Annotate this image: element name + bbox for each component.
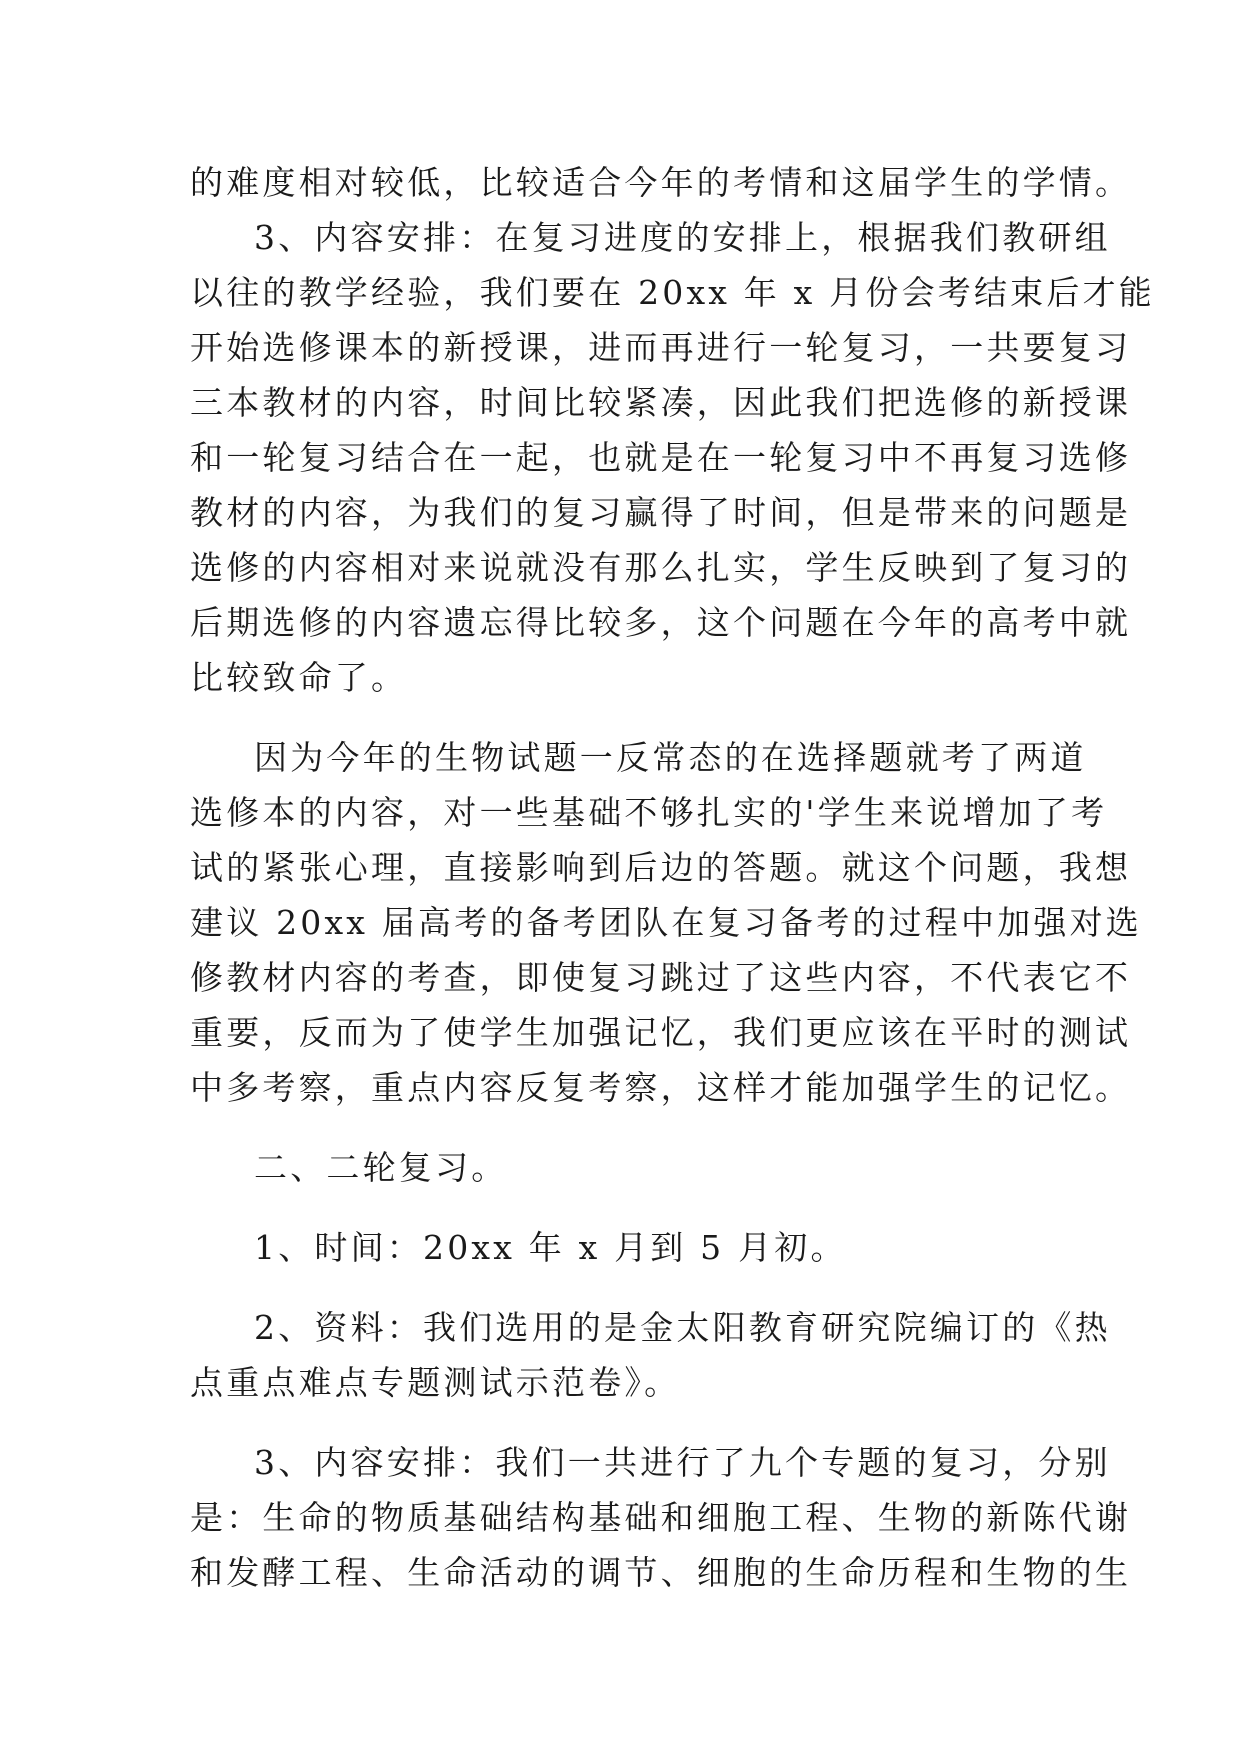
text-line: 重要，反而为了使学生加强记忆，我们更应该在平时的测试 — [190, 1013, 1132, 1052]
text-line: 3、内容安排：在复习进度的安排上，根据我们教研组 — [254, 218, 1111, 257]
text-line: 1、时间：20xx 年 x 月到 5 月初。 — [254, 1228, 847, 1267]
text-line: 选修的内容相对来说就没有那么扎实，学生反映到了复习的 — [190, 548, 1132, 587]
section-heading: 二、二轮复习。 — [254, 1148, 508, 1187]
text-line: 比较致命了。 — [190, 658, 408, 697]
text-line: 2、资料：我们选用的是金太阳教育研究院编订的《热 — [254, 1308, 1111, 1347]
text-line: 的难度相对较低，比较适合今年的考情和这届学生的学情。 — [190, 163, 1132, 202]
text-line: 三本教材的内容，时间比较紧凑，因此我们把选修的新授课 — [190, 383, 1132, 422]
text-line: 修教材内容的考查，即使复习跳过了这些内容，不代表它不 — [190, 958, 1132, 997]
text-line: 试的紧张心理，直接影响到后边的答题。就这个问题，我想 — [190, 848, 1132, 887]
text-line: 开始选修课本的新授课，进而再进行一轮复习，一共要复习 — [190, 328, 1132, 367]
text-line: 点重点难点专题测试示范卷》。 — [190, 1363, 681, 1402]
text-line: 3、内容安排：我们一共进行了九个专题的复习，分别 — [254, 1443, 1111, 1482]
text-line: 建议 20xx 届高考的备考团队在复习备考的过程中加强对选 — [190, 903, 1142, 942]
text-line: 教材的内容，为我们的复习赢得了时间，但是带来的问题是 — [190, 493, 1132, 532]
text-line: 和一轮复习结合在一起，也就是在一轮复习中不再复习选修 — [190, 438, 1132, 477]
text-line: 选修本的内容，对一些基础不够扎实的'学生来说增加了考 — [190, 793, 1108, 832]
text-line: 是：生命的物质基础结构基础和细胞工程、生物的新陈代谢 — [190, 1498, 1132, 1537]
text-line: 后期选修的内容遗忘得比较多，这个问题在今年的高考中就 — [190, 603, 1132, 642]
text-line: 中多考察，重点内容反复考察，这样才能加强学生的记忆。 — [190, 1068, 1132, 1107]
text-line: 和发酵工程、生命活动的调节、细胞的生命历程和生物的生 — [190, 1553, 1132, 1592]
text-line: 因为今年的生物试题一反常态的在选择题就考了两道 — [254, 738, 1087, 777]
text-line: 以往的教学经验，我们要在 20xx 年 x 月份会考结束后才能 — [190, 273, 1155, 312]
